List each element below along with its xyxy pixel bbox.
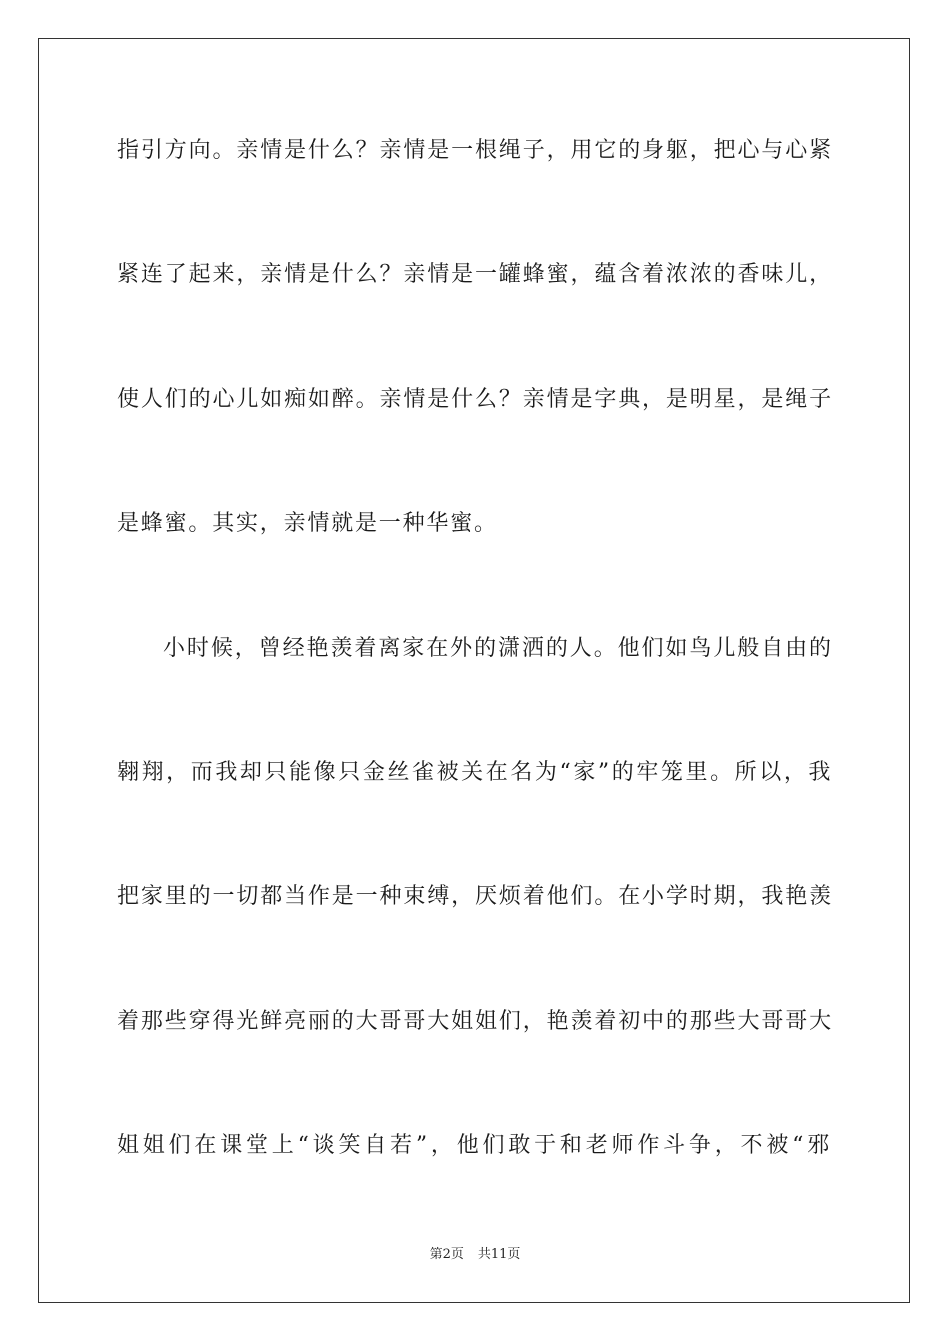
page-footer — [0, 1246, 950, 1264]
paragraph-line: 着那些穿得光鲜亮丽的大哥哥大姐姐们，艳羡着初中的那些大哥哥大 — [117, 1009, 833, 1034]
paragraph-line: 使人们的心儿如痴如醉。亲情是什么？亲情是字典，是明星，是绳子 — [117, 387, 833, 412]
paragraph-line: 是蜂蜜。其实，亲情就是一种华蜜。 — [117, 511, 498, 536]
paragraph-line: 指引方向。亲情是什么？亲情是一根绳子，用它的身躯，把心与心紧 — [117, 138, 833, 163]
paragraph-line: 紧连了起来，亲情是什么？亲情是一罐蜂蜜，蕴含着浓浓的香味儿， — [117, 262, 833, 287]
paragraph-line-indented: 小时候，曾经艳羡着离家在外的潇洒的人。他们如鸟儿般自由的 — [163, 636, 833, 661]
paragraph-line: 把家里的一切都当作是一种束缚，厌烦着他们。在小学时期，我艳羡 — [117, 884, 833, 909]
page-total: 共11页 — [477, 1247, 521, 1262]
page-border — [38, 38, 910, 1303]
page-number: 第2页 — [429, 1247, 464, 1262]
paragraph-line: 姐姐们在课堂上“谈笑自若”，他们敢于和老师作斗争，不被“邪 — [117, 1133, 833, 1158]
paragraph-line: 翱翔，而我却只能像只金丝雀被关在名为“家”的牢笼里。所以，我 — [117, 760, 833, 785]
